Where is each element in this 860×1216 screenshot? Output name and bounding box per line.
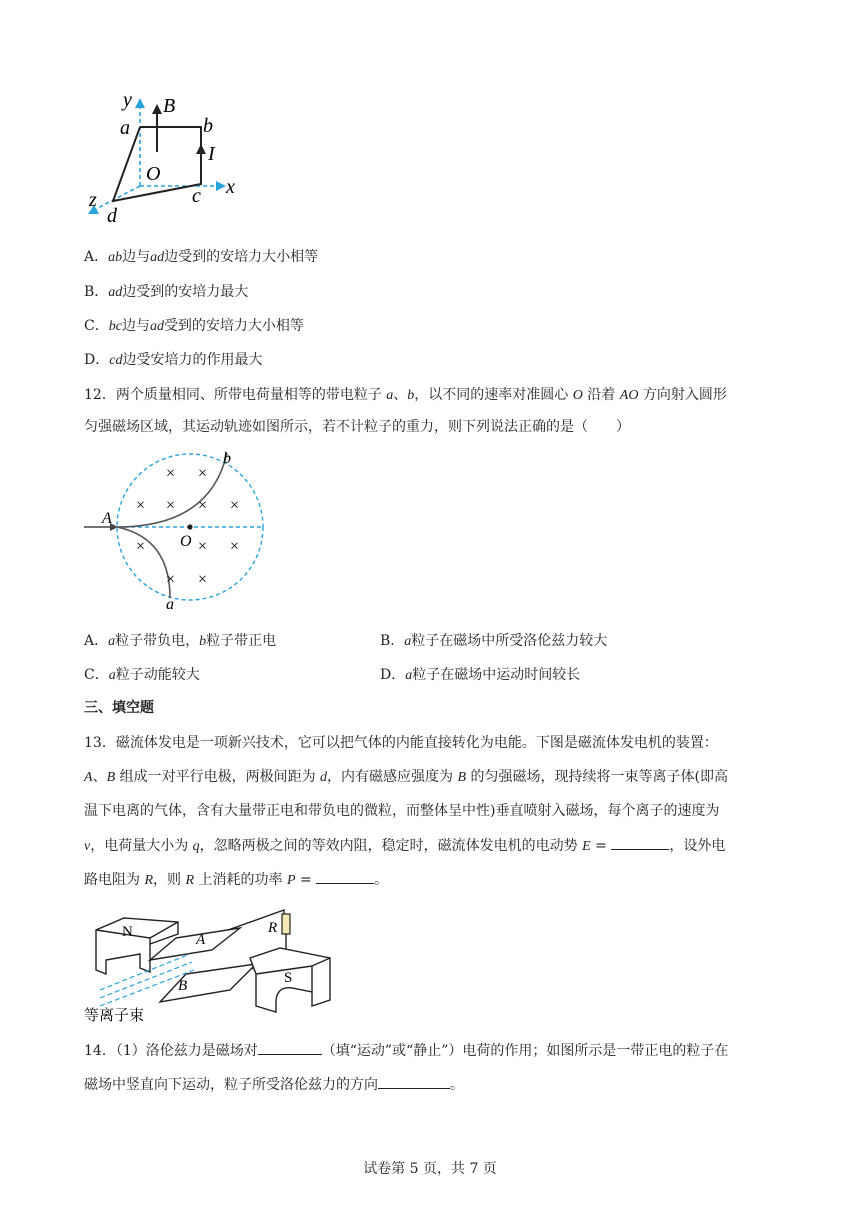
- q12-option-c[interactable]: C．a粒子动能较大: [84, 667, 200, 683]
- label-O: O: [146, 163, 161, 185]
- q13-line4: v，电荷量大小为 q，忽略两极之间的等效内阻，稳定时，磁流体发电机的电动势 E = ，设外电: [84, 835, 725, 857]
- q11-option-d[interactable]: D．cd边受安培力的作用最大: [84, 352, 263, 368]
- label-O: O: [180, 533, 192, 550]
- answer-blank-charge-type[interactable]: [258, 1040, 322, 1055]
- cross-mark: ×: [136, 538, 146, 555]
- cross-mark: ×: [230, 497, 240, 514]
- label-plasma-beam: 等离子束: [84, 1008, 145, 1024]
- q14-line2: 磁场中竖直向下运动，粒子所受洛伦兹力的方向 。: [84, 1074, 464, 1095]
- q14-line1: 14．（1）洛伦兹力是磁场对 （填“运动”或“静止”）电荷的作用；如图所示是一带正电的粒子在: [84, 1040, 728, 1061]
- q12-option-a[interactable]: A．a粒子带负电，b粒子带正电: [84, 633, 277, 649]
- cross-mark: ×: [136, 497, 146, 514]
- mhd-generator-figure: [80, 898, 340, 1026]
- q12-option-d[interactable]: D．a粒子在磁场中运动时间较长: [380, 667, 581, 683]
- q13-line5: 路电阻为 R，则 R 上消耗的功率 P = 。: [84, 869, 388, 891]
- q13-line3: 温下电离的气体，含有大量带正电和带负电的微粒，而整体呈中性)垂直喷射入磁场，每个离子的速度为: [84, 803, 720, 819]
- cross-mark: ×: [230, 538, 240, 555]
- label-N: N: [122, 924, 133, 940]
- label-c: c: [192, 185, 201, 207]
- label-I: I: [208, 143, 215, 165]
- cross-mark: ×: [198, 497, 208, 514]
- label-B: B: [178, 978, 188, 994]
- cross-mark: ×: [198, 465, 208, 482]
- label-d: d: [107, 205, 117, 227]
- label-B: B: [163, 95, 176, 117]
- q11-option-a[interactable]: A．ab边与ad边受到的安培力大小相等: [84, 249, 319, 265]
- cross-mark: ×: [198, 571, 208, 588]
- cross-mark: ×: [198, 538, 208, 555]
- cross-mark: ×: [166, 465, 176, 482]
- q12-stem-line1: 12．两个质量相同、所带电荷量相等的带电粒子 a、b，以不同的速率对准圆心 O 沿着 AO 方向射入圆形: [84, 387, 727, 403]
- answer-blank-power[interactable]: [316, 869, 374, 884]
- label-y: y: [123, 89, 132, 111]
- q13-line1: 13．磁流体发电是一项新兴技术，它可以把气体的内能直接转化为电能。下图是磁流体发电机的装置：: [84, 735, 718, 751]
- label-A: A: [102, 510, 112, 527]
- coil-axes-figure: [80, 88, 250, 228]
- cross-mark: ×: [166, 571, 176, 588]
- q12-option-b[interactable]: B．a粒子在磁场中所受洛伦兹力较大: [380, 633, 608, 649]
- circular-field-figure: [80, 448, 280, 616]
- label-b: b: [203, 115, 213, 137]
- q12-stem-line2: 匀强磁场区域，其运动轨迹如图所示，若不计粒子的重力，则下列说法正确的是（ ）: [84, 419, 630, 435]
- q13-line2: A、B 组成一对平行电极，两极间距为 d，内有磁感应强度为 B 的匀强磁场，现持续将一束等离子体(即高: [84, 769, 728, 785]
- label-A: A: [196, 932, 206, 948]
- label-b: b: [223, 450, 231, 467]
- cross-mark: ×: [166, 497, 176, 514]
- section-heading-fill-in: 三、填空题: [84, 700, 154, 716]
- answer-blank-emf[interactable]: [611, 835, 669, 850]
- answer-blank-force-direction[interactable]: [378, 1074, 450, 1089]
- label-a: a: [166, 596, 174, 613]
- label-a: a: [120, 117, 130, 139]
- label-z: z: [89, 189, 97, 211]
- label-S: S: [284, 970, 293, 986]
- label-R: R: [268, 920, 278, 936]
- label-x: x: [226, 176, 235, 198]
- q11-option-b[interactable]: B．ad边受到的安培力最大: [84, 284, 249, 300]
- page-footer: 试卷第 5 页，共 7 页: [363, 1161, 497, 1177]
- q11-option-c[interactable]: C．bc边与ad受到的安培力大小相等: [84, 318, 304, 334]
